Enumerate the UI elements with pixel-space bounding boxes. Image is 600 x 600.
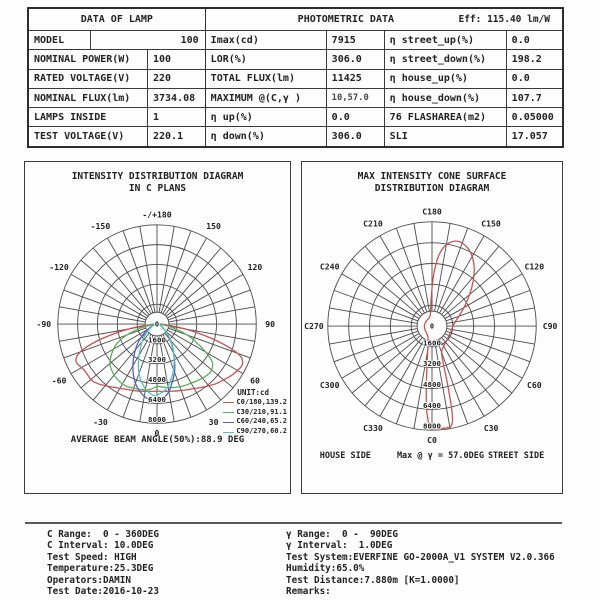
angle-label: C120 [524, 261, 545, 272]
grid-spoke [140, 226, 155, 312]
photometric-row-label-2: η street_down(%) [384, 50, 506, 68]
lamp-row-value: 220.1 [147, 127, 205, 145]
test-conditions-right [286, 529, 555, 597]
lamp-table-row [29, 107, 205, 126]
angle-label: C60 [526, 379, 542, 390]
photometric-row-value-2: 107.7 [506, 89, 562, 107]
photometric-row-value-2: 198.2 [506, 50, 562, 68]
ring-label: 1600 [423, 338, 441, 348]
photometric-row-value-2: 0.05000 [506, 108, 562, 126]
lamp-data-table [29, 9, 206, 146]
legend-unit-label: UNIT:cd [237, 388, 270, 397]
intensity-distribution-box [24, 161, 291, 494]
ring-label: 4800 [148, 375, 166, 385]
ring-label: 4800 [423, 380, 441, 390]
angle-label: -90 [36, 318, 52, 329]
grid-spoke [59, 307, 145, 322]
photometric-row-value-1: 11425 [326, 70, 384, 88]
legend-entry [223, 417, 287, 427]
lamp-table-row [29, 88, 205, 107]
photometric-table-row [206, 49, 562, 68]
left-diagram-title-line1: INTENSITY DISTRIBUTION DIAGRAM [71, 171, 244, 182]
test-condition-line: Temperature:25.3DEG [47, 563, 154, 575]
photometric-row-label-1: η down(%) [210, 131, 265, 143]
grid-spoke [159, 226, 174, 312]
angle-label: -120 [49, 262, 69, 273]
test-conditions-left [47, 529, 159, 597]
angle-label: -/+180 [142, 209, 172, 220]
lamp-row-value: 100 [147, 50, 205, 68]
ring-label: 6400 [148, 394, 166, 404]
photometric-row-value-1: 0.0 [326, 108, 384, 126]
legend-entry [223, 398, 287, 408]
angle-label: C180 [422, 206, 442, 217]
photometric-table-row [206, 107, 562, 126]
legend-color-swatch [223, 412, 234, 413]
lamp-row-label: NOMINAL POWER(W) [34, 53, 131, 65]
lamp-row-value: 100 [90, 31, 205, 49]
average-beam-angle-caption: AVERAGE BEAM ANGLE(50%):88.9 DEG [70, 435, 245, 445]
grid-spoke [81, 260, 148, 316]
street-side-label: STREET SIDE [487, 451, 545, 461]
photometric-row-label-2: 76 FLASHAREA(m2) [384, 108, 506, 126]
lamp-row-label: RATED VOLTAGE(V) [34, 73, 131, 85]
ring-label: 8000 [148, 414, 166, 424]
test-condition-line: Humidity:65.0% [286, 563, 365, 575]
photometric-row-label-2: SLI [384, 127, 506, 145]
photometric-table-row [206, 88, 562, 107]
photometric-table-title: PHOTOMETRIC DATA [297, 14, 394, 25]
test-condition-line: γ Interval: 1.0DEG [286, 540, 393, 552]
photometric-row-label-1: LOR(%) [210, 53, 247, 65]
angle-label: C330 [363, 423, 383, 434]
angle-label: -60 [51, 375, 67, 386]
photometric-row-value-1: 306.0 [326, 127, 384, 145]
angle-label: 150 [206, 220, 221, 231]
angle-label: C30 [483, 423, 499, 434]
legend-entry-label: C0/180,139.2 [236, 397, 287, 406]
angle-label: C0 [427, 434, 437, 445]
curve-legend [223, 388, 287, 437]
photometric-row-label-1: MAXIMUM @(C,γ ) [210, 92, 301, 104]
photometric-table-row [206, 69, 562, 88]
lamp-row-label: NOMINAL FLUX(lm) [34, 92, 131, 104]
photometric-row-value-2: 17.057 [506, 127, 562, 145]
photometric-row-value-2: 0.0 [506, 70, 562, 88]
footer-divider-line [25, 522, 562, 524]
lamp-row-value: 220 [147, 70, 205, 88]
lamp-table-row [29, 30, 205, 49]
lamp-table-header [29, 9, 205, 30]
grid-spoke [165, 248, 221, 315]
test-condition-line: C Range: 0 - 360DEG [47, 529, 159, 540]
lamp-table-title: DATA OF LAMP [80, 14, 153, 25]
photometric-table-header [206, 9, 562, 30]
lamp-row-label: TEST VOLTAGE(V) [34, 131, 125, 143]
angle-label: 60 [250, 375, 260, 386]
legend-entry [223, 408, 287, 418]
legend-color-swatch [223, 402, 234, 403]
legend-color-swatch [223, 422, 234, 423]
test-condition-line: Operators:DAMIN [47, 574, 131, 586]
lamp-row-label: LAMPS INSIDE [34, 111, 107, 123]
angle-label: 90 [265, 318, 276, 329]
ring-label: 6400 [423, 400, 441, 410]
test-condition-line: Test System:EVERFINE GO-2000A_V1 SYSTEM V2.0.366 [286, 551, 555, 563]
grid-spoke [166, 260, 233, 316]
max-intensity-cone-polar-chart [302, 162, 562, 493]
efficacy-value: Eff: 115.40 lm/W [458, 14, 550, 25]
angle-label: C90 [542, 320, 558, 331]
photometric-table-row [206, 126, 562, 145]
angle-label: 30 [208, 416, 219, 427]
ring-label: 1600 [148, 335, 166, 345]
angle-label: C270 [304, 320, 324, 331]
angle-label: -30 [93, 416, 108, 427]
lamp-row-label: MODEL [34, 34, 65, 46]
legend-color-swatch [223, 432, 234, 433]
lamp-table-row [29, 69, 205, 88]
test-condition-line: Test Distance:7.880m [K=1.0000] [286, 574, 460, 586]
test-condition-line: C Interval: 10.0DEG [47, 540, 154, 552]
photometric-row-label-2: η house_down(%) [384, 89, 506, 107]
photometric-table-row [206, 30, 562, 49]
grid-spoke [93, 248, 149, 315]
house-side-label: HOUSE SIDE [319, 451, 371, 461]
angle-label: -150 [90, 220, 111, 231]
grid-spoke [169, 307, 255, 322]
legend-entry-label: C30/210,91.1 [236, 407, 287, 416]
lamp-row-value: 3734.08 [147, 89, 205, 107]
top-data-table [27, 7, 564, 148]
photometric-row-label-2: η street_up(%) [384, 31, 506, 49]
photometric-row-value-1: 306.0 [326, 50, 384, 68]
test-condition-line: Test Date:2016-10-23 [47, 586, 159, 598]
photometric-row-label-2: η house_up(%) [384, 70, 506, 88]
photometric-row-label-1: TOTAL FLUX(lm) [210, 73, 295, 85]
photometric-row-value-1: 10,57.0 [326, 89, 384, 107]
angle-label: C210 [363, 218, 383, 229]
right-diagram-title-line2: DISTRIBUTION DIAGRAM [374, 183, 490, 194]
angle-label: 120 [247, 262, 263, 273]
ring-label: 3200 [423, 359, 441, 369]
test-condition-line: γ Range: 0 - 90DEG [286, 529, 398, 540]
max-gamma-label: Max @ γ = 57.0DEG [396, 451, 484, 461]
lamp-row-value: 1 [147, 108, 205, 126]
photometric-data-table [206, 9, 562, 146]
photometric-row-value-2: 0.0 [506, 31, 562, 49]
lamp-table-row [29, 49, 205, 68]
test-condition-line: Test Speed: HIGH [47, 551, 137, 563]
ring-label: 8000 [423, 421, 441, 431]
right-diagram-title-line1: MAX INTENSITY CONE SURFACE [357, 171, 507, 182]
test-condition-line: Remarks: [286, 586, 331, 598]
legend-entry-label: C90/270,60.2 [236, 427, 287, 436]
center-zero-label: 0 [154, 320, 160, 329]
photometric-row-label-1: Imax(cd) [210, 34, 259, 46]
lamp-table-row [29, 126, 205, 145]
angle-label: 0 [154, 427, 160, 438]
center-zero-label: 0 [429, 322, 435, 331]
photometric-row-value-1: 7915 [326, 31, 384, 49]
ring-label: 3200 [148, 355, 166, 365]
max-intensity-cone-box [301, 161, 563, 494]
angle-label: C300 [319, 379, 340, 390]
house-street-caption [302, 451, 562, 461]
legend-entry-label: C60/240,65.2 [236, 417, 287, 426]
photometric-row-label-1: η up(%) [210, 111, 253, 123]
left-diagram-title-line2: IN C PLANS [128, 183, 187, 194]
angle-label: C150 [481, 218, 501, 229]
angle-label: C240 [319, 261, 340, 272]
